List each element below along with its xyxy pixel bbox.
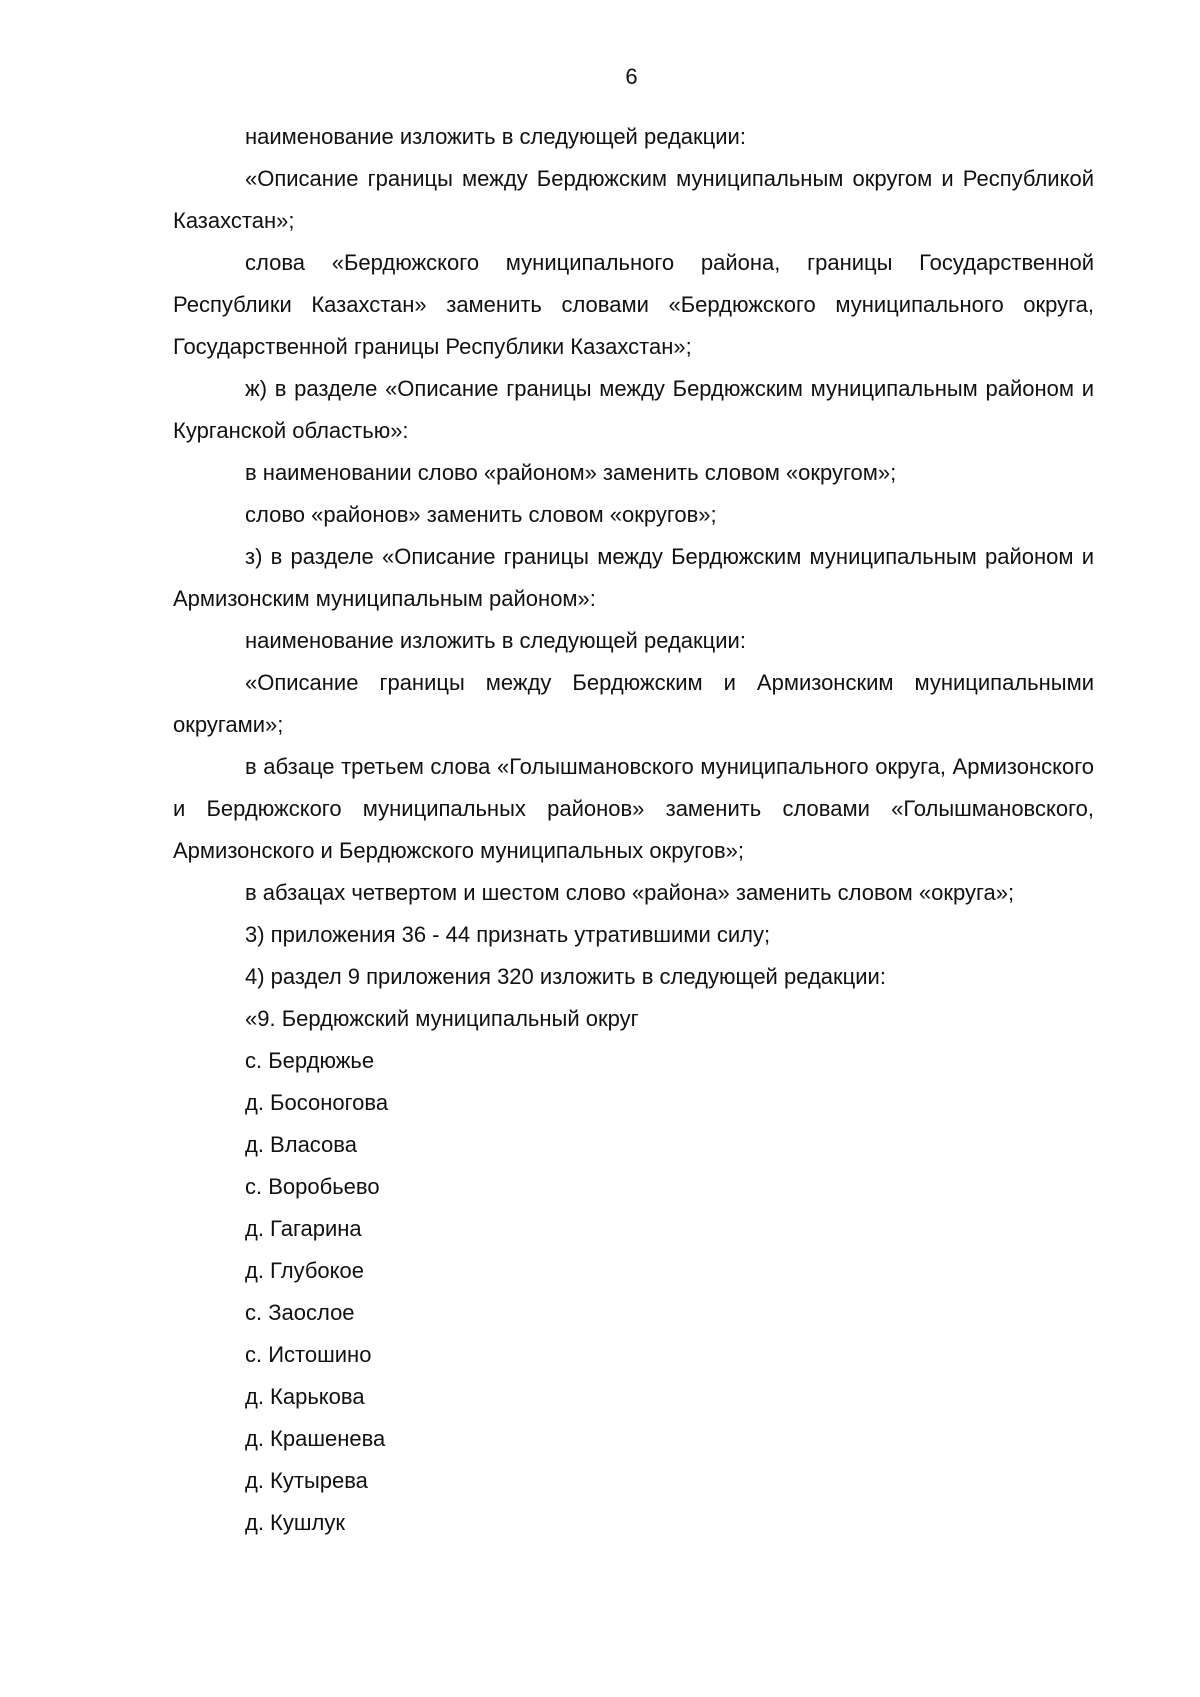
paragraph: «Описание границы между Бердюжским муниципальным округом и Республикой Казахстан»; <box>173 166 1094 233</box>
paragraph: в наименовании слово «районом» заменить словом «округом»; <box>245 460 897 485</box>
settlement-item: с. Истошино <box>245 1342 372 1367</box>
paragraph: в абзацах четвертом и шестом слово «района» заменить словом «округа»; <box>245 880 1015 905</box>
paragraph: з) в разделе «Описание границы между Бердюжским муниципальным районом и Армизонским муниципальным районом»: <box>173 544 1094 611</box>
paragraph: ж) в разделе «Описание границы между Бердюжским муниципальным районом и Курганской областью»: <box>173 376 1094 443</box>
settlement-item: д. Власова <box>245 1132 357 1157</box>
paragraph: слова «Бердюжского муниципального района, границы Государственной Республики Казахстан» заменить словами «Бердюжского муниципального округа, Государственной границы Республики Казахстан»; <box>173 250 1094 359</box>
settlement-item: д. Кутырева <box>245 1468 368 1493</box>
page-number: 6 <box>625 64 638 89</box>
settlement-item: д. Гагарина <box>245 1216 362 1241</box>
settlement-list <box>173 1040 1094 1544</box>
paragraph: «9. Бердюжский муниципальный округ <box>245 1006 639 1031</box>
document-body <box>173 116 1094 1544</box>
settlement-item: д. Глубокое <box>245 1258 365 1283</box>
paragraph: слово «районов» заменить словом «округов»; <box>245 502 717 527</box>
paragraph: 3) приложения 36 - 44 признать утратившими силу; <box>245 922 771 947</box>
settlement-item: д. Карькова <box>245 1384 365 1409</box>
settlement-item: д. Крашенева <box>245 1426 386 1451</box>
paragraph: наименование изложить в следующей редакции: <box>245 628 746 653</box>
paragraph: 4) раздел 9 приложения 320 изложить в следующей редакции: <box>245 964 886 989</box>
settlement-item: с. Воробьево <box>245 1174 380 1199</box>
paragraph: «Описание границы между Бердюжским и Армизонским муниципальными округами»; <box>173 670 1094 737</box>
paragraph: в абзаце третьем слова «Голышмановского муниципального округа, Армизонского и Бердюжского муниципальных районов» заменить словами «Голышмановского, Армизонского и Бердюжского муниципальных округов»; <box>173 754 1094 863</box>
paragraph: наименование изложить в следующей редакции: <box>245 124 746 149</box>
settlement-item: д. Кушлук <box>245 1510 345 1535</box>
settlement-item: с. Заослое <box>245 1300 355 1325</box>
settlement-item: с. Бердюжье <box>245 1048 375 1073</box>
settlement-item: д. Босоногова <box>245 1090 389 1115</box>
